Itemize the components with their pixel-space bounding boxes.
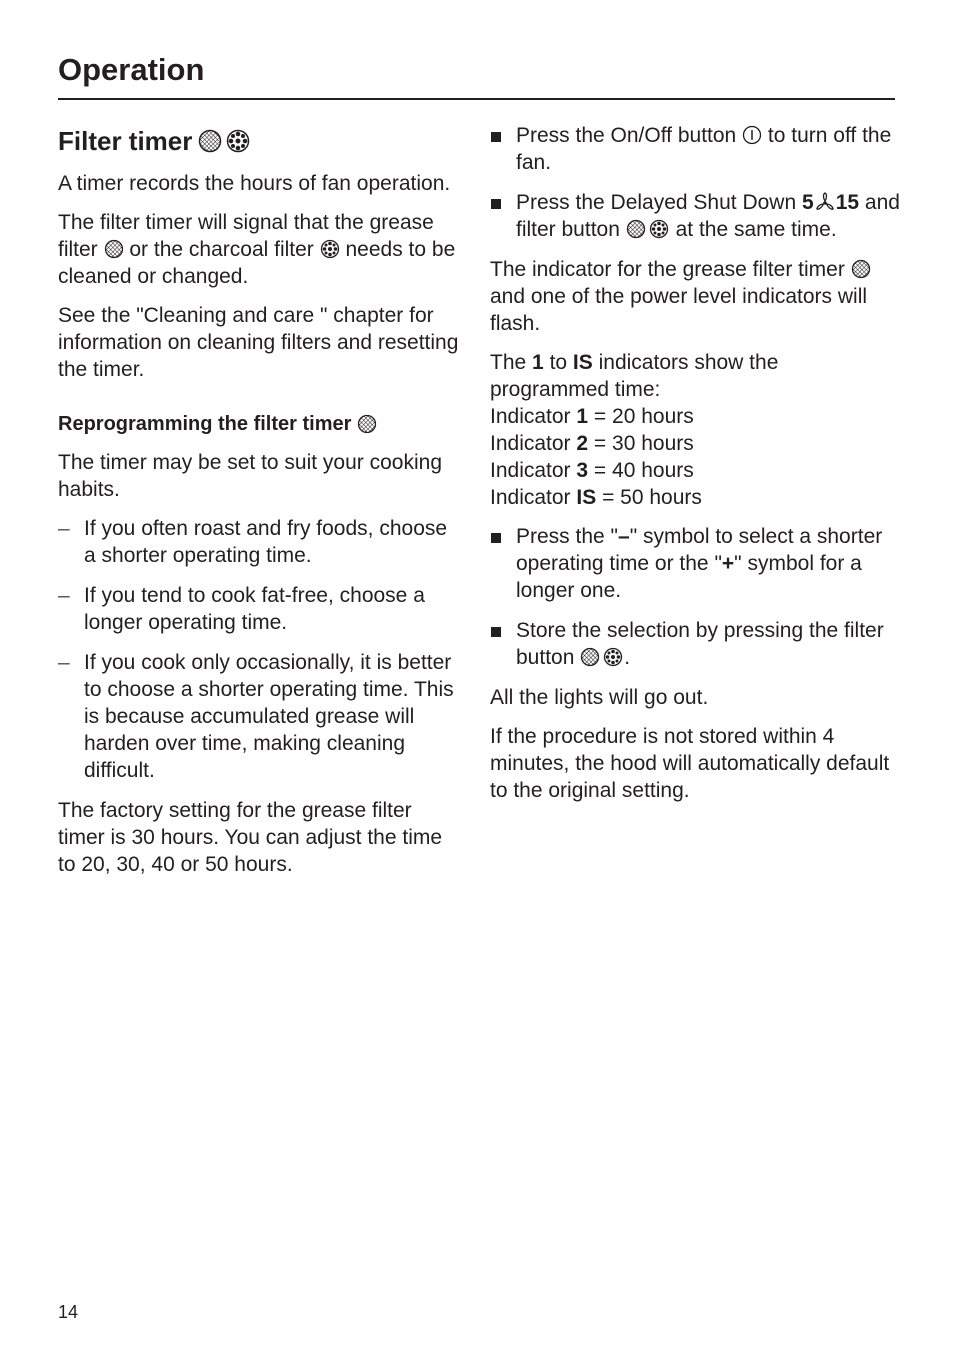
grease-filter-icon (104, 239, 124, 259)
intro-paragraph: A timer records the hours of fan operation. (58, 172, 451, 195)
page-title: Operation (58, 52, 205, 87)
filter-timer-icons (198, 129, 252, 153)
indicator-times-paragraph: The 1 to IS indicators show the programmed time: Indicator 1 = 20 hours Indicator 2 = 30 hours Indicator 3 = 40 hours Indicator IS = 50 hours (490, 349, 900, 511)
charcoal-filter-icon (320, 239, 340, 259)
section-title-text: Filter timer (58, 126, 193, 156)
steps-list-2 (490, 523, 900, 671)
fan-icon (814, 192, 836, 212)
factory-setting-paragraph: The factory setting for the grease filter timer is 30 hours. You can adjust the time to 20, 30, 40 or 50 hours. (58, 799, 443, 876)
step-press-delayed-shutdown: Press the Delayed Shut Down 5 15 and filter button at the same time. (490, 189, 900, 243)
filter-button-icon (580, 647, 624, 667)
step-select-time: Press the "–" symbol to select a shorter operating time or the "+" symbol for a longer one. (490, 523, 900, 604)
on-off-icon (742, 125, 762, 145)
cooking-habit-list (58, 515, 460, 784)
lights-out-paragraph: All the lights will go out. (490, 686, 709, 709)
step-turn-off-fan: Press the On/Off button to turn off the fan. (490, 122, 900, 176)
indicator-flash-paragraph: The indicator for the grease filter timer and one of the power level indicators will flash. (490, 256, 900, 337)
indicator-row: Indicator 1 = 20 hours (490, 405, 694, 428)
indicator-row: Indicator 3 = 40 hours (490, 459, 694, 482)
left-column (58, 122, 460, 890)
filter-button-icon (626, 219, 670, 239)
cleaning-reference-paragraph: See the "Cleaning and care " chapter for information on cleaning filters and resetting the timer. (58, 304, 459, 381)
step-store-selection: Store the selection by pressing the filter button . (490, 617, 900, 671)
indicator-row: Indicator 2 = 30 hours (490, 432, 694, 455)
timer-habits-paragraph: The timer may be set to suit your cooking habits. (58, 451, 442, 501)
reprogramming-heading: Reprogramming the filter timer (58, 411, 460, 437)
steps-list-1 (490, 122, 900, 243)
section-title (58, 124, 460, 158)
grease-filter-icon (357, 414, 377, 434)
list-item: – If you often roast and fry foods, choose a shorter operating time. (58, 515, 460, 569)
page-header (58, 50, 895, 100)
right-column (490, 122, 900, 816)
list-item: – If you cook only occasionally, it is better to choose a shorter operating time. This is because accumulated grease will harden over time, making cleaning difficult. (58, 649, 460, 784)
page-number: 14 (58, 1302, 79, 1322)
grease-filter-icon (851, 259, 871, 279)
list-item: – If you tend to cook fat-free, choose a longer operating time. (58, 582, 460, 636)
indicator-row: Indicator IS = 50 hours (490, 486, 702, 509)
timeout-paragraph: If the procedure is not stored within 4 minutes, the hood will automatically default to the original setting. (490, 725, 890, 802)
signal-paragraph: The filter timer will signal that the grease filter or the charcoal filter needs to be cleaned or changed. (58, 211, 456, 288)
